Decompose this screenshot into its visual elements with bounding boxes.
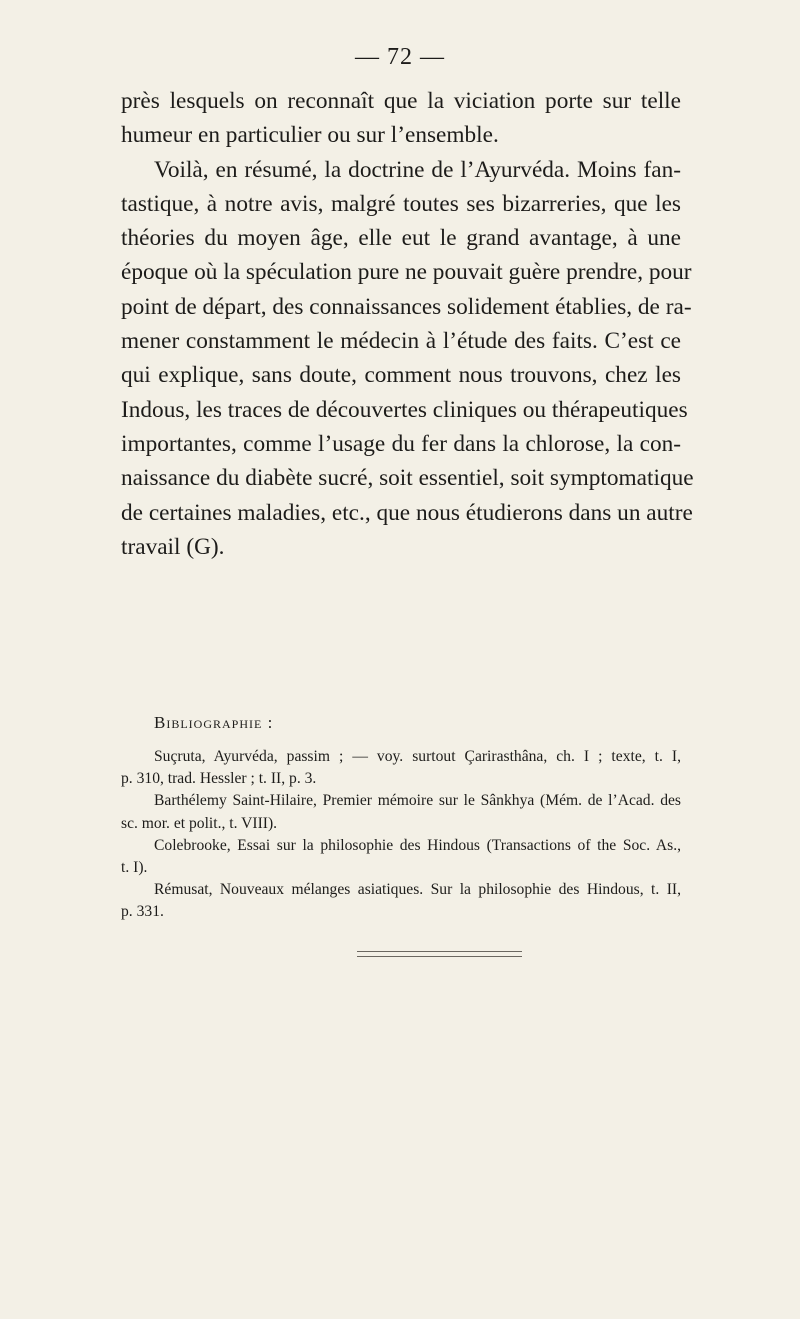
end-rule bbox=[357, 956, 522, 957]
text-line: près lesquels on reconnaît que la viciation porte sur telle bbox=[121, 88, 681, 114]
text-line: Indous, les traces de découvertes cliniques ou thérapeutiques bbox=[121, 396, 688, 423]
text-line: humeur en particulier ou sur l’ensemble. bbox=[121, 122, 499, 149]
bibliography-entry bbox=[121, 879, 681, 923]
text-line: tastique, à notre avis, malgré toutes ses bizarreries, que les bbox=[121, 190, 681, 217]
end-rule bbox=[357, 951, 522, 952]
bibliography-line: p. 310, trad. Hessler ; t. II, p. 3. bbox=[121, 770, 317, 788]
text-line: naissance du diabète sucré, soit essentiel, soit symptomatique bbox=[121, 465, 694, 492]
body-paragraphs bbox=[121, 84, 694, 564]
text-line: de certaines maladies, etc., que nous étudierons dans un autre bbox=[121, 499, 693, 526]
bibliography-entry bbox=[121, 790, 681, 834]
text-line: théories du moyen âge, elle eut le grand avantage, à une bbox=[121, 225, 681, 252]
text-line: travail (G). bbox=[121, 533, 225, 560]
bibliography-line: t. I). bbox=[121, 859, 148, 877]
text-line: point de départ, des connaissances solidement établies, de ra- bbox=[121, 293, 692, 320]
bibliography-heading: Bibliographie : bbox=[154, 713, 274, 732]
bibliography-line: Rémusat, Nouveaux mélanges asiatiques. Sur la philosophie des Hindous, t. II, bbox=[154, 881, 681, 899]
bibliography-line: p. 331. bbox=[121, 903, 164, 921]
page-number: — 72 — bbox=[355, 44, 445, 70]
bibliography-line: Barthélemy Saint-Hilaire, Premier mémoire sur le Sânkhya (Mém. de l’Acad. des bbox=[154, 792, 681, 810]
text-line: mener constamment le médecin à l’étude des faits. C’est ce bbox=[121, 328, 681, 355]
text-line: Voilà, en résumé, la doctrine de l’Ayurvéda. Moins fan- bbox=[154, 156, 681, 183]
bibliography-line: sc. mor. et polit., t. VIII). bbox=[121, 814, 278, 832]
text-line: qui explique, sans doute, comment nous trouvons, chez les bbox=[121, 362, 681, 389]
text-line: importantes, comme l’usage du fer dans la chlorose, la con- bbox=[121, 430, 681, 457]
bibliography-entry bbox=[121, 835, 681, 879]
bibliography-entry bbox=[121, 746, 681, 790]
text-line: époque où la spéculation pure ne pouvait guère prendre, pour bbox=[121, 259, 692, 286]
bibliography-line: Colebrooke, Essai sur la philosophie des Hindous (Transactions of the Soc. As., bbox=[154, 836, 681, 854]
bibliography-line: Suçruta, Ayurvéda, passim ; — voy. surtout Çarirasthâna, ch. I ; texte, t. I, bbox=[154, 748, 681, 765]
bibliography-list bbox=[121, 746, 681, 924]
